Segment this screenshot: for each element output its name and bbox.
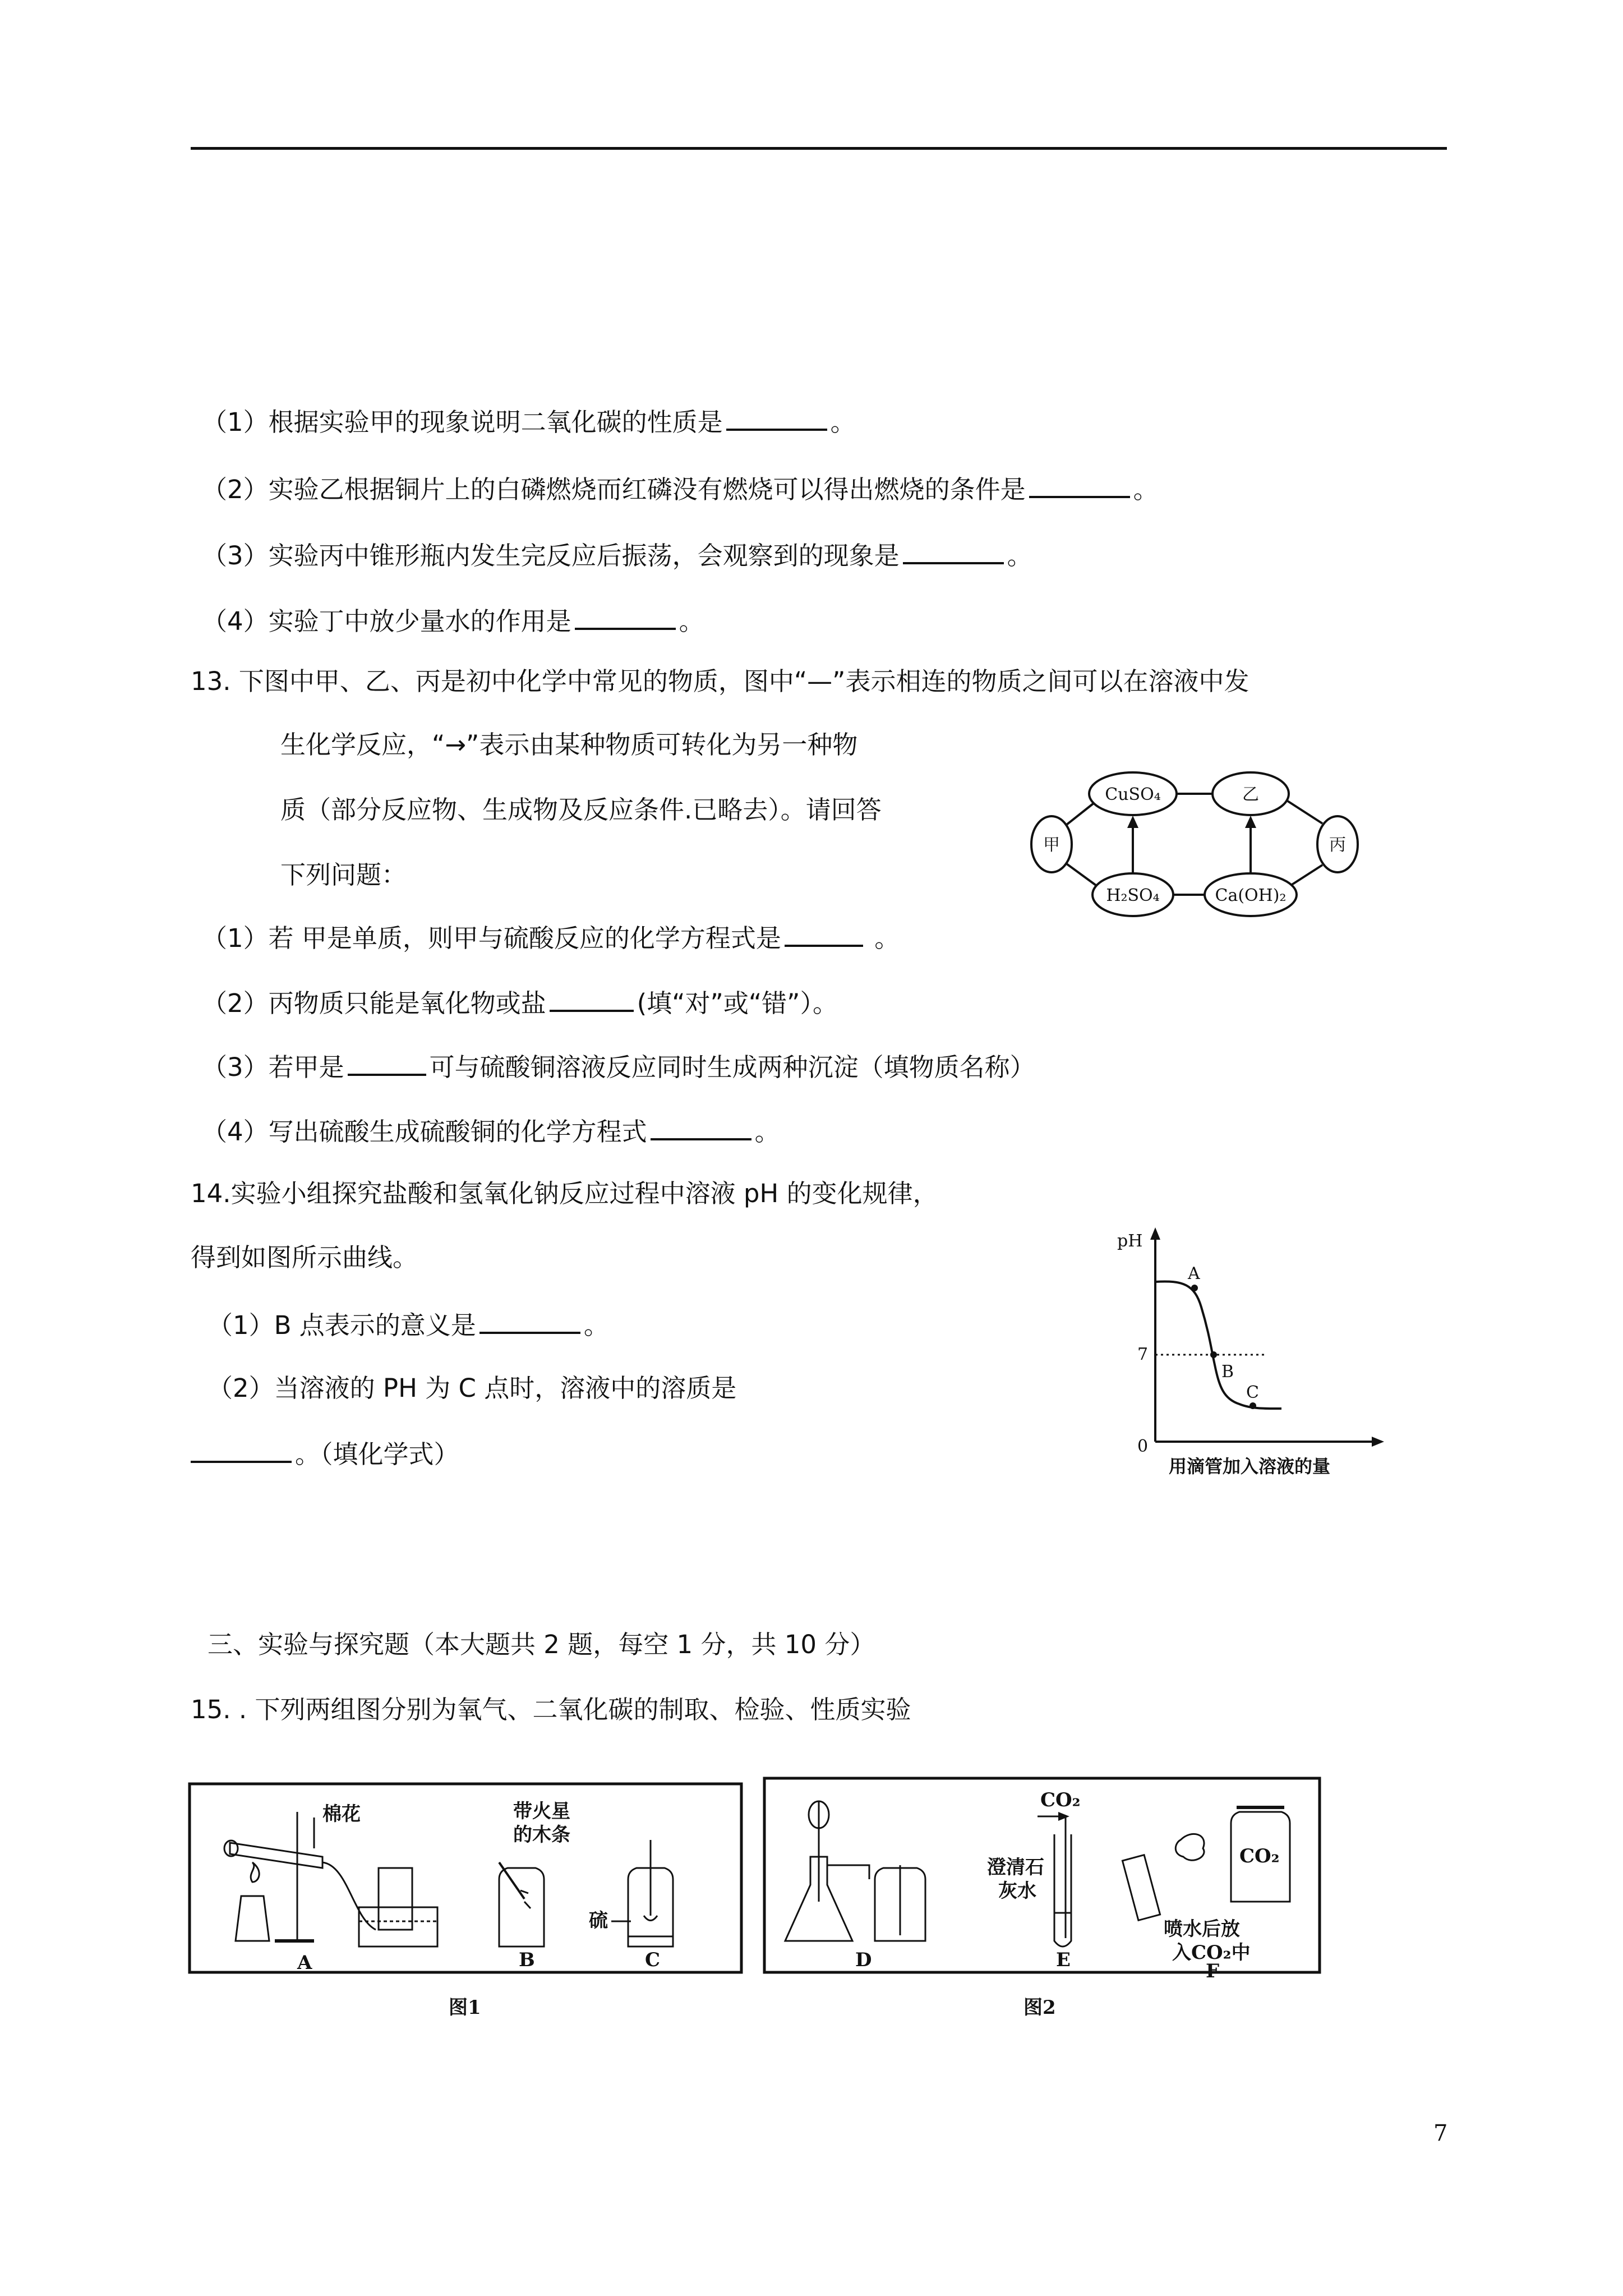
y-axis-label: pH	[1117, 1231, 1143, 1251]
point-a	[1191, 1285, 1198, 1291]
node-jia-label: 甲	[1043, 835, 1060, 855]
q13-stem-line-1: 13. 下图中甲、乙、丙是初中化学中常见的物质，图中“—”表示相连的物质之间可以在溶液中发	[191, 666, 1249, 696]
label-c: C	[645, 1949, 661, 1971]
answer-blank[interactable]	[550, 985, 634, 1012]
q12-item-2: （2）实验乙根据铜片上的白磷燃烧而红磷没有燃烧可以得出燃烧的条件是 。	[202, 471, 1159, 507]
node-yi-label: 乙	[1242, 785, 1259, 804]
header-rule	[191, 147, 1447, 150]
q12-item-4: （4）实验丁中放少量水的作用是 。	[202, 603, 704, 638]
x-axis-label: 用滴管加入溶液的量	[1169, 1456, 1331, 1477]
point-a-label: A	[1188, 1264, 1200, 1283]
node-cuso4-label: CuSO₄	[1105, 785, 1161, 804]
q15-stem: 15. . 下列两组图分别为氧气、二氧化碳的制取、检验、性质实验	[191, 1695, 911, 1724]
d-delivery-tube	[827, 1865, 869, 1879]
arrow-head	[1245, 816, 1256, 828]
link-line	[1067, 864, 1096, 885]
q13-stem-line-4: 下列问题：	[280, 860, 407, 890]
node-caoh2-label: Ca(OH)₂	[1215, 886, 1287, 905]
q13-relation-diagram	[1021, 763, 1368, 937]
e-test-tube	[1054, 1834, 1071, 1947]
figure-1-frame	[190, 1784, 741, 1972]
q12-item-3: （3）实验丙中锥形瓶内发生完反应后振荡，会观察到的现象是 。	[202, 537, 1032, 573]
splint-label-2: 的木条	[513, 1824, 570, 1846]
spray-bottle	[1122, 1855, 1160, 1921]
sulfur-label: 硫	[589, 1910, 608, 1932]
spark-line	[520, 1890, 528, 1893]
answer-blank[interactable]	[651, 1114, 751, 1140]
ph-curve-graph	[1105, 1223, 1396, 1487]
answer-blank[interactable]	[903, 537, 1004, 564]
point-b	[1210, 1351, 1217, 1358]
label-e: E	[1056, 1949, 1071, 1971]
link-line	[1291, 865, 1322, 885]
point-c-label: C	[1246, 1383, 1259, 1402]
link-line	[1067, 803, 1094, 825]
limewater-label-2: 灰水	[998, 1880, 1036, 1902]
limewater-label-1: 澄清石	[987, 1856, 1044, 1879]
x-axis-arrow	[1372, 1437, 1384, 1447]
answer-blank[interactable]	[785, 920, 863, 947]
q14-item-2: （2）当溶液的 PH 为 C 点时，溶液中的溶质是	[208, 1373, 737, 1403]
q13-item-3: （3）若甲是 可与硫酸铜溶液反应同时生成两种沉淀（填物质名称）	[202, 1049, 1035, 1084]
label-b: B	[519, 1949, 535, 1971]
answer-blank[interactable]	[348, 1049, 426, 1076]
q13-item-1: （1）若 甲是单质，则甲与硫酸反应的化学方程式是 。	[202, 920, 900, 955]
splint-label-1: 带火星	[513, 1800, 570, 1823]
point-c	[1249, 1402, 1256, 1409]
cotton-label: 棉花	[322, 1803, 361, 1825]
section-3-title: 三、实验与探究题（本大题共 2 题，每空 1 分，共 10 分）	[208, 1630, 875, 1659]
page-number: 7	[1433, 2120, 1448, 2146]
q14-stem-line-2: 得到如图所示曲线。	[191, 1243, 418, 1272]
q14-item-2-answer: 。（填化学式）	[191, 1436, 459, 1471]
y-axis-arrow	[1150, 1227, 1160, 1240]
label-d: D	[855, 1949, 872, 1971]
co2-arrow-label: CO₂	[1040, 1789, 1081, 1811]
figure-1-caption: 图1	[449, 1996, 481, 2019]
answer-blank[interactable]	[191, 1436, 292, 1463]
node-bing-label: 丙	[1329, 835, 1346, 855]
jar-co2-label: CO₂	[1239, 1845, 1280, 1867]
point-b-label: B	[1221, 1362, 1234, 1382]
answer-blank[interactable]	[479, 1307, 580, 1334]
spray-label-2: 入CO₂中	[1172, 1941, 1251, 1964]
q12-item-1: （1）根据实验甲的现象说明二氧化碳的性质是 。	[202, 404, 856, 439]
node-h2so4-label: H₂SO₄	[1106, 886, 1160, 905]
q13-item-2: （2）丙物质只能是氧化物或盐 (填“对”或“错”）。	[202, 985, 838, 1020]
figure-1	[185, 1778, 746, 2025]
lamp-flame-icon	[251, 1862, 259, 1882]
co2-arrow-head	[1058, 1812, 1069, 1821]
figure-2-caption: 图2	[1023, 1996, 1056, 2019]
q14-stem-line-1: 14.实验小组探究盐酸和氢氧化钠反应过程中溶液 pH 的变化规律，	[191, 1179, 938, 1208]
test-tube	[230, 1843, 322, 1868]
ph-curve	[1155, 1281, 1281, 1409]
q13-stem-line-2: 生化学反应，“→”表示由某种物质可转化为另一种物	[280, 730, 858, 760]
answer-blank[interactable]	[1029, 471, 1130, 498]
tick-7: 7	[1137, 1345, 1149, 1364]
answer-blank[interactable]	[726, 404, 827, 431]
spoon-bowl	[644, 1916, 657, 1921]
q13-stem-line-3: 质（部分反应物、生成物及反应条件.已略去）。请回答	[280, 795, 882, 825]
link-line	[1288, 801, 1322, 823]
figure-2	[760, 1773, 1326, 2019]
jar-b	[499, 1868, 544, 1947]
alcohol-lamp	[236, 1896, 269, 1941]
spark-line	[524, 1902, 531, 1908]
label-f: F	[1206, 1960, 1220, 1982]
answer-blank[interactable]	[575, 603, 676, 630]
arrow-head	[1127, 816, 1138, 828]
label-a: A	[297, 1952, 312, 1974]
q14-item-1: （1）B 点表示的意义是 。	[208, 1307, 609, 1342]
origin-label: 0	[1137, 1437, 1149, 1456]
spray-label-1: 喷水后放	[1164, 1918, 1240, 1940]
delivery-tube	[322, 1862, 376, 1930]
q13-item-4: （4）写出硫酸生成硫酸铜的化学方程式 。	[202, 1114, 780, 1149]
paper-flower	[1175, 1834, 1204, 1860]
